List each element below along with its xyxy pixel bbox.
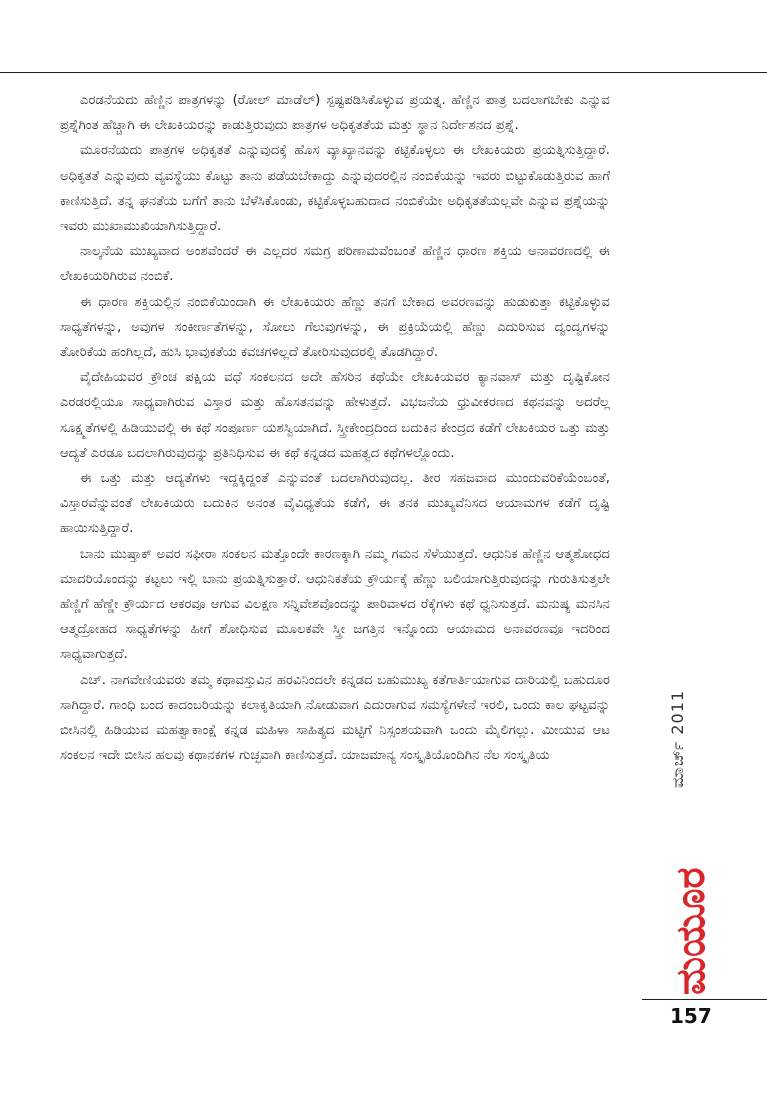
article-paragraph: ವೈದೇಹಿಯವರ ಕ್ರೌಂಚ ಪಕ್ಷಿಯ ವಧೆ ಸಂಕಲನದ ಅದೇ ಹೆಸರಿನ ಕಥೆಯೇ ಲೇಖಕಿಯವರ ಕ್ಯಾನವಾಸ್ ಮತ್ತು ದೃಷ್ಟಿಕೋನ ಎರಡರಲ್ಲಿಯೂ ಸಾಧ್ಯವಾಗಿರುವ ವಿಸ್ತಾರ ಮತ್ತು ಹೊಸತನವನ್ನು ಹೇಳುತ್ತದೆ. ವಿಭಜನೆಯ ಧ್ರುವೀಕರಣದ ಕಥನವನ್ನು ಅದರೆಲ್ಲ ಸೂಕ್ಷ್ಮತೆಗಳಲ್ಲಿ ಹಿಡಿಯುವಲ್ಲಿ ಈ ಕಥೆ ಸಂಪೂರ್ಣ ಯಶಸ್ವಿಯಾಗಿದೆ. ಸ್ತ್ರೀಕೇಂದ್ರದಿಂದ ಬದುಕಿನ ಕೇಂದ್ರದ ಕಡೆಗೆ ಲೇಖಕಿಯರ ಒತ್ತು ಮತ್ತು ಆದ್ಯತೆ ಎರಡೂ ಬದಲಾಗಿರುವುದನ್ನು ಪ್ರತಿನಿಧಿಸುವ ಈ ಕಥೆ ಕನ್ನಡದ ಮಹತ್ವದ ಕಥೆಗಳಲ್ಲೊಂದು. — [60, 370, 610, 461]
footer-divider — [642, 999, 767, 1000]
article-paragraph: ಎರಡನೆಯದು ಹೆಣ್ಣಿನ ಪಾತ್ರಗಳನ್ನು (ರೋಲ್ ಮಾಡೆಲ್) ಸ್ಪಷ್ಟಪಡಿಸಿಕೊಳ್ಳುವ ಪ್ರಯತ್ನ. ಹೆಣ್ಣಿನ ಪಾತ್ರ ಬದಲಾಗಬೇಕು ಎನ್ನುವ ಪ್ರಶ್ನೆಗಿಂತ ಹೆಚ್ಚಾಗಿ ಈ ಲೇಖಕಿಯರನ್ನು ಕಾಡುತ್ತಿರುವುದು ಪಾತ್ರಗಳ ಅಧಿಕೃತತೆಯ ಮತ್ತು ಸ್ಥಾನ ನಿರ್ದೇಶನದ ಪ್ರಶ್ನೆ. — [60, 93, 610, 134]
article-paragraph: ಎಚ್. ನಾಗವೇಣಿಯವರು ತಮ್ಮ ಕಥಾವಸ್ತುವಿನ ಹರವಿನಿಂದಲೇ ಕನ್ನಡದ ಬಹುಮುಖ್ಯ ಕತೆಗಾರ್ತಿಯಾಗುವ ದಾರಿಯಲ್ಲಿ ಬಹುದೂರ ಸಾಗಿದ್ದಾರೆ. ಗಾಂಧಿ ಬಂದ ಕಾದಂಬರಿಯನ್ನು ಕಲಾಕೃತಿಯಾಗಿ ನೋಡುವಾಗ ಎದುರಾಗುವ ಸಮಸ್ಯೆಗಳೇನೆ ಇರಲಿ, ಒಂದು ಕಾಲ ಘಟ್ಟವನ್ನು ಬೀಸಿನಲ್ಲಿ ಹಿಡಿಯುವ ಮಹತ್ವಾಕಾಂಕ್ಷೆ ಕನ್ನಡ ಮಹಿಳಾ ಸಾಹಿತ್ಯದ ಮಟ್ಟಿಗೆ ನಿಸ್ಸಂಶಯವಾಗಿ ಒಂದು ಮೈಲಿಗಲ್ಲು. ಮೀಯುವ ಆಟ ಸಂಕಲನ ಇದೇ ಬೀಸಿನ ಹಲವು ಕಥಾನಕಗಳ ಗುಚ್ಛವಾಗಿ ಕಾಣಿಸುತ್ತದೆ. ಯಾಜಮಾನ್ಯ ಸಂಸ್ಕೃತಿಯೊಂದಿಗಿನ ನೆಲ ಸಂಸ್ಕೃತಿಯ — [60, 672, 610, 764]
issue-date: ಮಾರ್ಚ್ 2011 — [668, 690, 687, 789]
magazine-logo: ಮಯೂರ — [668, 867, 714, 995]
magazine-sidebar — [668, 690, 728, 1000]
article-paragraph: ಈ ಒತ್ತು ಮತ್ತು ಆದ್ಯತೆಗಳು ಇದ್ದಕ್ಕಿದ್ದಂತೆ ಎನ್ನುವಂತೆ ಬದಲಾಗಿರುವುದಲ್ಲ. ತೀರ ಸಹಜವಾದ ಮುಂದುವರಿಕೆಯೆಂಬಂತೆ, ವಿಸ್ತಾರವೆನ್ನುವಂತೆ ಲೇಖಕಿಯರು ಬದುಕಿನ ಅನಂತ ವೈವಿಧ್ಯತೆಯ ಕಡೆಗೆ, ಈ ತನಕ ಮುಖ್ಯವೆನಿಸದ ಆಯಾಮಗಳ ಕಡೆಗೆ ದೃಷ್ಟಿ ಹಾಯಿಸುತ್ತಿದ್ದಾರೆ. — [60, 471, 610, 537]
article-body — [60, 88, 610, 768]
page-number: 157 — [670, 1004, 712, 1028]
article-paragraph: ಬಾನು ಮುಷ್ತಾಕ್ ಅವರ ಸಫೀರಾ ಸಂಕಲನ ಮತ್ತೊಂದೇ ಕಾರಣಕ್ಕಾಗಿ ನಮ್ಮ ಗಮನ ಸೆಳೆಯುತ್ತದೆ. ಆಧುನಿಕ ಹೆಣ್ಣಿನ ಆತ್ಮಶೋಧದ ಮಾದರಿಯೊಂದನ್ನು ಕಟ್ಟಲು ಇಲ್ಲಿ ಬಾನು ಪ್ರಯತ್ನಿಸುತ್ತಾರೆ. ಆಧುನಿಕತೆಯ ಕ್ರೌರ್ಯಕ್ಕೆ ಹೆಣ್ಣು ಬಲಿಯಾಗುತ್ತಿರುವುದನ್ನು ಗುರುತಿಸುತ್ತಲೇ ಹೆಣ್ಣಿಗೆ ಹೆಣ್ಣೇ ಕ್ರೌರ್ಯದ ಆಕರವೂ ಆಗುವ ವಿಲಕ್ಷಣ ಸನ್ನಿವೇಶವೊಂದನ್ನು ಪಾರಿವಾಳದ ರೆಕ್ಕೆಗಳು ಕಥೆ ಧ್ವನಿಸುತ್ತದೆ. ಮನುಷ್ಯ ಮನಸಿನ ಆತ್ಮದ್ರೋಹದ ಸಾಧ್ಯತೆಗಳನ್ನು ಹೀಗೆ ಶೋಧಿಸುವ ಮೂಲಕವೇ ಸ್ತ್ರೀ ಜಗತ್ತಿನ ಇನ್ನೊಂದು ಆಯಾಮದ ಅನಾವರಣವೂ ಇದರಿಂದ ಸಾಧ್ಯವಾಗುತ್ತದೆ. — [60, 546, 610, 663]
article-paragraph: ಮೂರನೆಯದು ಪಾತ್ರಗಳ ಅಧಿಕೃತತೆ ಎನ್ನುವುದಕ್ಕೆ ಹೊಸ ವ್ಯಾಖ್ಯಾನವನ್ನು ಕಟ್ಟಿಕೊಳ್ಳಲು ಈ ಲೇಖಕಿಯರು ಪ್ರಯತ್ನಿಸುತ್ತಿದ್ದಾರೆ. ಅಧಿಕೃತತೆ ಎನ್ನುವುದು ವ್ಯವಸ್ಥೆಯು ಕೊಟ್ಟು ತಾನು ಪಡೆಯಬೇಕಾದ್ದು ಎನ್ನುವುದರಲ್ಲಿನ ನಂಬಿಕೆಯನ್ನು ಇವರು ಬಿಟ್ಟುಕೊಡುತ್ತಿರುವ ಹಾಗೆ ಕಾಣಿಸುತ್ತಿದೆ. ತನ್ನ ಘನತೆಯ ಬಗೆಗೆ ತಾನು ಬೆಳೆಸಿಕೊಂಡು, ಕಟ್ಟಿಕೊಳ್ಳಬಹುದಾದ ನಂಬಿಕೆಯೇ ಅಧಿಕೃತತೆಯಲ್ಲವೇ ಎನ್ನುವ ಪ್ರಶ್ನೆಯನ್ನು ಇವರು ಮುಖಾಮುಖಿಯಾಗಿಸುತ್ತಿದ್ದಾರೆ. — [60, 143, 610, 235]
article-paragraph: ಈ ಧಾರಣ ಶಕ್ತಿಯಲ್ಲಿನ ನಂಬಿಕೆಯಿಂದಾಗಿ ಈ ಲೇಖಕಿಯರು ಹೆಣ್ಣು ತನಗೆ ಬೇಕಾದ ಅವರಣವನ್ನು ಹುಡುಕುತ್ತಾ ಕಟ್ಟಿಕೊಳ್ಳುವ ಸಾಧ್ಯತೆಗಳನ್ನು, ಅವುಗಳ ಸಂಕೀರ್ಣತೆಗಳನ್ನು, ಸೋಲು ಗೆಲುವುಗಳನ್ನು, ಈ ಪ್ರಕ್ರಿಯೆಯಲ್ಲಿ ಹೆಣ್ಣು ಎದುರಿಸುವ ದ್ವಂದ್ವಗಳನ್ನು ತೋರಿಕೆಯ ಹಂಗಿಲ್ಲದೆ, ಹುಸಿ ಭಾವುಕತೆಯ ಕವಚಗಳಿಲ್ಲದೆ ತೋರಿಸುವುದರಲ್ಲಿ ತೊಡಗಿದ್ದಾರೆ. — [60, 294, 610, 361]
article-paragraph: ನಾಲ್ಕನೆಯ ಮುಖ್ಯವಾದ ಅಂಶವೆಂದರೆ ಈ ಎಲ್ಲದರ ಸಮಗ್ರ ಪರಿಣಾಮವೆಂಬಂತೆ ಹೆಣ್ಣಿನ ಧಾರಣ ಶಕ್ತಿಯ ಅನಾವರಣದಲ್ಲಿ ಈ ಲೇಖಕಿಯರಿಗಿರುವ ನಂಬಿಕೆ. — [60, 244, 610, 285]
top-divider — [0, 72, 767, 73]
